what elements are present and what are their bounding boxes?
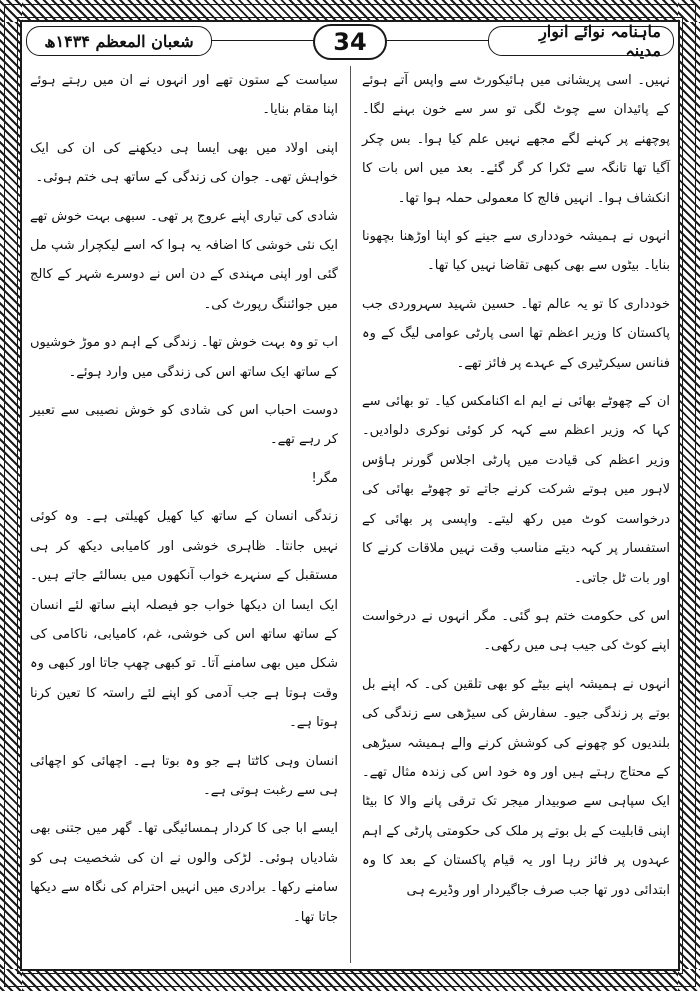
page-number: 34	[313, 24, 387, 60]
magazine-title: ماہنامہ نوائے انوارِ مدینہ	[488, 26, 674, 56]
paragraph: انہوں نے ہمیشہ خودداری سے جینے کو اپنا اوڑھنا بچھونا بنایا۔ بیٹوں سے بھی کبھی تقاضا نہیں کیا تھا۔	[362, 229, 670, 274]
column-divider	[350, 66, 351, 963]
paragraph: اس کی حکومت ختم ہو گئی۔ مگر انہوں نے درخواست اپنے کوٹ کی جیب ہی میں رکھی۔	[362, 608, 670, 654]
paragraph: سیاست کے ستون تھے اور انہوں نے ان میں رہتے ہوئے اپنا مقام بنایا۔	[30, 73, 338, 118]
paragraph: اپنی اولاد میں بھی ایسا ہی دیکھنے کی ان کی ایک خواہش تھی۔ جوان کی زندگی کے ساتھ ہی ختم ہوئی۔	[30, 140, 338, 186]
right-column	[362, 66, 670, 963]
paragraph: مگر!	[311, 470, 338, 486]
paragraph: اب تو وہ بہت خوش تھا۔ زندگی کے اہم دو موڑ خوشیوں کے ساتھ ایک ساتھ اس کی زندگی میں وارد ہوئے۔	[30, 335, 338, 380]
paragraph: شادی کی تیاری اپنے عروج پر تھی۔ سبھی بہت خوش تھے ایک نئی خوشی کا اضافہ یہ ہوا کہ اسے لیکچرار شپ مل گئی اور اپنی مہندی کے دن اس نے دوسرے شہر کے کالج میں جوائننگ رپورٹ کی۔	[30, 208, 338, 312]
paragraph: خودداری کا تو یہ عالم تھا۔ حسین شہید سہروردی جب پاکستان کا وزیر اعظم تھا اسی پارٹی عوامی لیگ کے وہ فنانس سیکرٹیری کے عہدے پر فائز تھے۔	[362, 296, 670, 371]
page-header	[26, 24, 674, 58]
paragraph: انہوں نے ہمیشہ اپنے بیٹے کو بھی تلقین کی۔ کہ اپنے بل بوتے پر زندگی جیو۔ سفارش کی سیڑھی سے زندگی کی بلندیوں کو چھونے کی کوشش کرنے والے ہمیشہ سیڑھی کے محتاج رہتے ہیں اور وہ خود اس کی زندہ مثال تھے۔ ایک سپاہی سے صوبیدار میجر تک ترقی پانے والا کا بیٹا اپنی قابلیت کے بل بوتے پر ملک کی حکومتی پارٹی کے اہم عہدوں پر فائز رہا اور یہ قیام پاکستان کے بعد کا وہ ابتدائی دور تھا جب صرف جاگیردار اور وڈیرے ہی	[362, 676, 670, 898]
left-column	[30, 66, 338, 963]
paragraph: دوست احباب اس کی شادی کو خوش نصیبی سے تعبیر کر رہے تھے۔	[30, 403, 338, 448]
paragraph: زندگی انسان کے ساتھ کیا کھیل کھیلتی ہے۔ وہ کوئی نہیں جانتا۔ ظاہری خوشی اور کامیابی دیکھ کر ہی مستقبل کے سنہرے خواب آنکھوں میں بسالئے جاتے ہیں۔ ایک ایسا ان دیکھا خواب جو فیصلہ اپنے ساتھ لئے انسان کے ساتھ ساتھ اس کی خوشی، غم، کامیابی، ناکامی کی شکل میں بھی سامنے آتا۔ تو کبھی چھپ جاتا اور کبھی وہ وقت ہوتا ہے جب آدمی کو اپنے لئے راستہ کا تعین کرنا ہوتا ہے۔	[30, 509, 338, 731]
issue-date: شعبان المعظم ۱۴۳۴ھ	[26, 26, 212, 56]
paragraph: ان کے چھوٹے بھائی نے ایم اے اکنامکس کیا۔ تو بھائی سے کہا کہ وزیر اعظم سے کہہ کر کوئی نوکری دلوادیں۔ وزیر اعظم کی قیادت میں پارٹی اجلاس گورنر ہاؤس لاہور میں ہوتے شرکت کرنے جاتے تو چھوٹے بھائی کی درخواست کوٹ میں رکھ لیتے۔ واپسی پر بھائی کے استفسار پر کہہ دیتے مناسب وقت نہیں ملاقات کرنے کا اور بات ٹل جاتی۔	[362, 394, 670, 586]
paragraph: ایسے ابا جی کا کردار ہمسائیگی تھا۔ گھر میں جتنی بھی شادیاں ہوئی۔ لڑکی والوں نے ان کی شخصیت ہی کو سامنے رکھا۔ برادری میں انہیں احترام کی نگاہ سے دیکھا جاتا تھا۔	[30, 821, 338, 925]
paragraph: انسان وہی کاٹتا ہے جو وہ بوتا ہے۔ اچھائی کو اچھائی ہی سے رغبت ہوتی ہے۔	[30, 753, 338, 798]
paragraph: نہیں۔ اسی پریشانی میں ہائیکورٹ سے واپس آتے ہوئے کے پائیدان سے چوٹ لگی تو سر سے خون بہنے لگا۔ پوچھنے پر کہنے لگے مجھے نہیں علم کیا ہوا۔ بس چکر آگیا تھا تانگہ سے ٹکرا کر گر گئے۔ بعد میں اس بات کا انکشاف ہوا۔ انہیں فالج کا معمولی حملہ ہوا تھا۔	[362, 73, 670, 206]
article-columns	[30, 66, 670, 963]
